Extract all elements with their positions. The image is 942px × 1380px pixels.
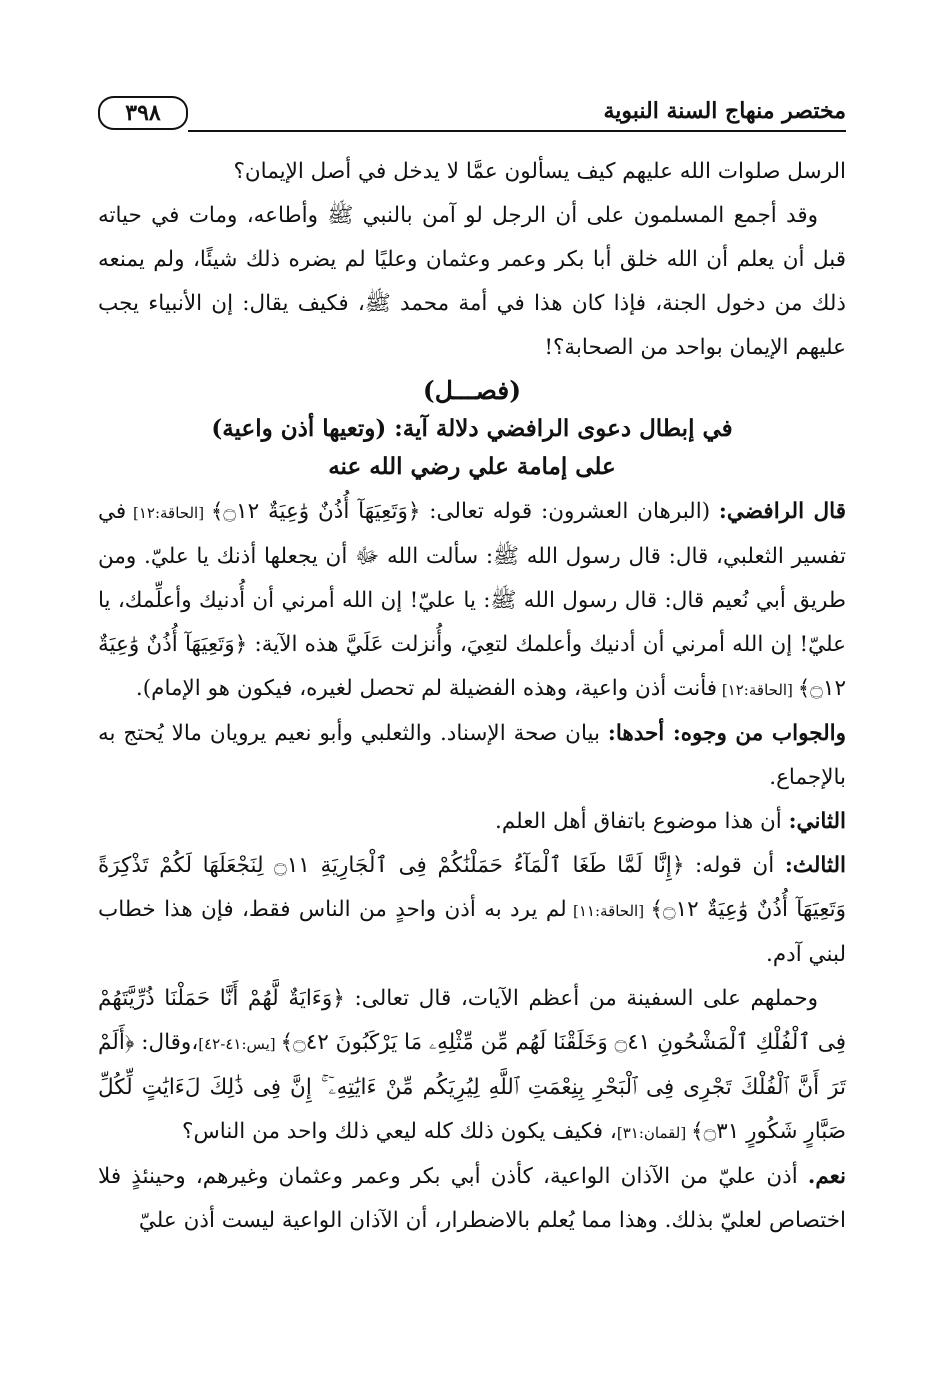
section-heading-line-3: على إمامة علي رضي الله عنه bbox=[328, 453, 616, 480]
section-heading-title: (فصـــل) bbox=[422, 376, 522, 405]
text-span: أن هذا موضوع باتفاق أهل العلم. bbox=[495, 809, 789, 834]
text-span: (البرهان العشرون: قوله تعالى: bbox=[420, 499, 719, 524]
text-span: بيان صحة الإسناد. والثعلبي وأبو نعيم يرويان مالا يُحتج به بالإجماع. bbox=[98, 721, 846, 790]
lead-label: الثالث: bbox=[784, 853, 846, 878]
section-heading-line-2: في إبطال دعوى الرافضي دلالة آية: (وتعيها أذن واعية) bbox=[211, 415, 733, 442]
section-heading bbox=[98, 372, 846, 486]
text-span: لم يرد به أذن واحدٍ من الناس فقط، فإن هذا خطاب لبني آدم. bbox=[98, 897, 846, 967]
lead-label: نعم. bbox=[807, 1164, 846, 1189]
verse-reference: [يس:٤١-٤٢] bbox=[198, 1035, 281, 1053]
paragraph-yes bbox=[98, 1155, 846, 1243]
text-span: فأنت أذن واعية، وهذه الفضيلة لم تحصل لغيره، فيكون هو الإمام). bbox=[135, 676, 718, 701]
page-body bbox=[98, 150, 846, 1243]
lead-label: أحدها: bbox=[607, 721, 673, 746]
verse-reference: [الحاقة:١١] bbox=[566, 902, 651, 920]
lead-label: الثاني: bbox=[788, 809, 846, 834]
paragraph-2: وقد أجمع المسلمون على أن الرجل لو آمن بالنبي ﷺ وأطاعه، ومات في حياته قبل أن يعلم أن الله خلق أبا بكر وعمر وعثمان وعليًا لم يضره ذلك شيئًا، ولم يمنعه ذلك من دخول الجنة، فإذا كان هذا في أمة محمد ﷺ، فكيف يقال: إن الأنبياء يجب عليهم الإيمان بواحد من الصحابة؟! bbox=[98, 203, 846, 360]
quran-verse: ﴿إِنَّا لَمَّا طَغَا ٱلْمَآءُ حَمَلْنَٰكُمْ فِى ٱلْجَارِيَةِ ۝١١ لِنَجْعَلَهَا لَكُمْ تَذْكِرَةً وَتَعِيَهَآ أُذُنٌ وَٰعِيَةٌ ۝١٢﴾ bbox=[98, 853, 846, 922]
quran-verse: ﴿أَلَمْ تَرَ أَنَّ ٱلْفُلْكَ تَجْرِى فِى ٱلْبَحْرِ بِنِعْمَتِ ٱللَّهِ لِيُرِيَكُم مِّنْ ءَايَٰتِهِۦٓ ۚ إِنَّ فِى ذَٰلِكَ لَءَايَٰتٍ لِّكُلِّ صَبَّارٍ شَكُورٍ ۝٣١﴾ bbox=[98, 1030, 846, 1144]
paragraph-ship bbox=[98, 977, 846, 1155]
page-header bbox=[98, 96, 846, 136]
page-number: ٣٩٨ bbox=[98, 96, 188, 130]
paragraph-second bbox=[98, 800, 846, 844]
paragraph-1: الرسل صلوات الله عليهم كيف يسألون عمَّا لا يدخل في أصل الإيمان؟ bbox=[233, 159, 846, 184]
text-span: أن قوله: bbox=[684, 853, 785, 878]
running-title: مختصر منهاج السنة النبوية bbox=[603, 98, 846, 124]
paragraph-answer bbox=[98, 712, 846, 800]
lead-label: قال الرافضي: bbox=[718, 499, 846, 524]
quran-verse: ﴿وَتَعِيَهَآ أُذُنٌ وَٰعِيَةٌ ۝١٢﴾ bbox=[210, 499, 421, 524]
paragraph-rafidi-claim bbox=[98, 490, 846, 712]
header-divider bbox=[188, 130, 846, 132]
text-span: أذن عليّ من الآذان الواعية، كأذن أبي بكر وعمر وعثمان وغيرهم، وحينئذٍ فلا اختصاص لعليّ بذلك. وهذا مما يُعلم بالاضطرار، أن الآذان الواعية ليست أذن عليّ bbox=[98, 1164, 846, 1233]
lead-label: والجواب من وجوه: bbox=[672, 721, 846, 746]
text-span: وحملهم على السفينة من أعظم الآيات، قال تعالى: bbox=[344, 986, 818, 1011]
text-span: ،وقال: bbox=[134, 1030, 199, 1055]
text-span: ، فكيف يكون ذلك كله ليعي ذلك واحد من الناس؟ bbox=[182, 1119, 617, 1144]
verse-reference: [الحاقة:١٢] bbox=[126, 504, 211, 522]
quran-verse: ﴿وَتَعِيَهَآ أُذُنٌ وَٰعِيَةٌ ۝١٢﴾ bbox=[98, 632, 846, 701]
verse-reference: [لقمان:٣١] bbox=[616, 1124, 691, 1142]
text-span: في تفسير الثعلبي، قال: قال رسول الله ﷺ: سألت الله ﷻ أن يجعلها أذنك يا عليّ. ومن طريق أبي نُعيم قال: قال رسول الله ﷺ: يا عليّ! إن الله أمرني أن أُدنيك وأعلِّمك، يا عليّ! إن الله أمرني أن أدنيك وأعلمك لتعِيَ، وأُنزلت عَلَيَّ هذه الآية: bbox=[98, 499, 846, 657]
verse-reference: [الحاقة:١٢] bbox=[717, 681, 798, 699]
quran-verse: ﴿وَءَايَةٌ لَّهُمْ أَنَّا حَمَلْنَا ذُرِّيَّتَهُمْ فِى ٱلْفُلْكِ ٱلْمَشْحُونِ ۝٤١ وَخَلَقْنَا لَهُم مِّن مِّثْلِهِۦ مَا يَرْكَبُونَ ۝٤٢﴾ bbox=[98, 986, 846, 1055]
paragraph-third bbox=[98, 844, 846, 977]
